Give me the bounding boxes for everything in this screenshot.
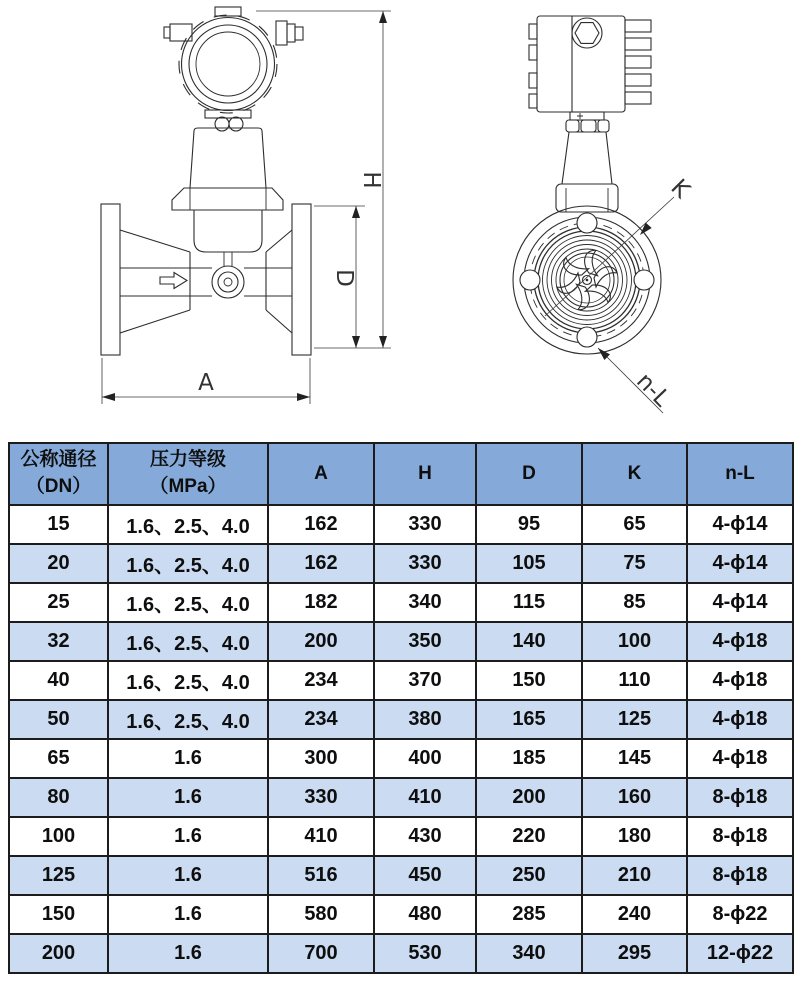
cell-pressure: 1.6: [108, 778, 268, 817]
cell-a: 700: [268, 934, 374, 973]
col-header-a: [268, 443, 374, 505]
cell-pressure: 1.6: [108, 895, 268, 934]
dim-arrow: [352, 206, 360, 218]
meter-body: [120, 210, 292, 333]
cell-h: 330: [374, 505, 476, 544]
cell-k: 125: [582, 700, 687, 739]
dim-label-d: D: [331, 269, 357, 287]
cell-dn: 65: [9, 739, 108, 778]
leader-arrow: [640, 223, 652, 235]
cell-d: 150: [476, 661, 582, 700]
cell-d: 185: [476, 739, 582, 778]
header-line: K: [627, 462, 642, 484]
table-row: [9, 661, 793, 700]
cell-d: 165: [476, 700, 582, 739]
table-row: [9, 856, 793, 895]
cell-h: 340: [374, 583, 476, 622]
header-line: （DN）: [25, 476, 92, 497]
cell-pressure: 1.6、2.5、4.0: [108, 661, 268, 700]
cell-dn: 125: [9, 856, 108, 895]
cell-n-l: 8-ϕ18: [687, 856, 793, 895]
table-row: [9, 934, 793, 973]
cell-k: 65: [582, 505, 687, 544]
cell-a: 162: [268, 544, 374, 583]
cell-pressure: 1.6、2.5、4.0: [108, 544, 268, 583]
cell-k: 240: [582, 895, 687, 934]
cell-pressure: 1.6、2.5、4.0: [108, 622, 268, 661]
cell-d: 200: [476, 778, 582, 817]
cell-d: 105: [476, 544, 582, 583]
cell-d: 115: [476, 583, 582, 622]
technical-drawing: [0, 0, 800, 438]
header-line: H: [418, 462, 432, 484]
table-row: [9, 544, 793, 583]
table-row: [9, 895, 793, 934]
cell-k: 110: [582, 661, 687, 700]
flowmeter-dimension-drawing: [0, 0, 800, 438]
cell-a: 580: [268, 895, 374, 934]
cell-h: 480: [374, 895, 476, 934]
cell-k: 100: [582, 622, 687, 661]
cell-k: 85: [582, 583, 687, 622]
cell-n-l: 8-ϕ18: [687, 778, 793, 817]
flow-arrow-icon: [160, 273, 187, 289]
cell-pressure: 1.6: [108, 817, 268, 856]
cell-h: 450: [374, 856, 476, 895]
col-header-h: [374, 443, 476, 505]
cell-a: 330: [268, 778, 374, 817]
col-header-dn: [9, 443, 108, 505]
cell-h: 380: [374, 700, 476, 739]
left-flange: [101, 204, 120, 355]
cell-h: 430: [374, 817, 476, 856]
dim-arrow: [379, 336, 387, 348]
cell-dn: 40: [9, 661, 108, 700]
cell-h: 330: [374, 544, 476, 583]
cell-d: 285: [476, 895, 582, 934]
col-header-n-l: [687, 443, 793, 505]
cell-dn: 15: [9, 505, 108, 544]
header-line: n-L: [725, 462, 755, 484]
dim-arrow: [102, 393, 115, 401]
cell-pressure: 1.6: [108, 856, 268, 895]
header-line: 压力等级: [149, 449, 226, 471]
col-header-d: [476, 443, 582, 505]
cell-k: 145: [582, 739, 687, 778]
table-row: [9, 817, 793, 856]
cell-dn: 200: [9, 934, 108, 973]
cell-k: 75: [582, 544, 687, 583]
header-line: （MPa）: [149, 476, 227, 497]
cell-a: 162: [268, 505, 374, 544]
cell-a: 182: [268, 583, 374, 622]
cell-n-l: 8-ϕ22: [687, 895, 793, 934]
cell-dn: 20: [9, 544, 108, 583]
cell-a: 200: [268, 622, 374, 661]
table-row: [9, 505, 793, 544]
cell-n-l: 4-ϕ18: [687, 622, 793, 661]
cell-h: 410: [374, 778, 476, 817]
right-flange: [292, 204, 311, 355]
cell-a: 516: [268, 856, 374, 895]
table-row: [9, 622, 793, 661]
cell-dn: 100: [9, 817, 108, 856]
cell-h: 530: [374, 934, 476, 973]
cell-n-l: 4-ϕ18: [687, 661, 793, 700]
cell-k: 180: [582, 817, 687, 856]
front-view-dimensions: [102, 11, 391, 404]
cell-n-l: 8-ϕ18: [687, 817, 793, 856]
dim-label-n-l: n-L: [631, 368, 675, 412]
cell-n-l: 4-ϕ18: [687, 739, 793, 778]
side-view: [513, 16, 661, 354]
cell-k: 160: [582, 778, 687, 817]
cell-pressure: 1.6、2.5、4.0: [108, 505, 268, 544]
dim-arrow: [297, 393, 310, 401]
cell-dn: 25: [9, 583, 108, 622]
cell-pressure: 1.6、2.5、4.0: [108, 583, 268, 622]
dim-label-a: A: [198, 370, 214, 396]
cell-d: 250: [476, 856, 582, 895]
cell-a: 410: [268, 817, 374, 856]
cell-pressure: 1.6: [108, 934, 268, 973]
dim-arrow: [352, 336, 360, 348]
cell-n-l: 4-ϕ14: [687, 544, 793, 583]
cell-h: 400: [374, 739, 476, 778]
cell-n-l: 4-ϕ14: [687, 583, 793, 622]
table-header-row: [9, 443, 793, 505]
col-header-k: [582, 443, 687, 505]
meter-neck: [172, 110, 283, 210]
cell-h: 370: [374, 661, 476, 700]
cell-dn: 50: [9, 700, 108, 739]
cell-h: 350: [374, 622, 476, 661]
dim-label-k: K: [665, 174, 695, 204]
cell-dn: 32: [9, 622, 108, 661]
cell-pressure: 1.6: [108, 739, 268, 778]
col-header-pressure: [108, 443, 268, 505]
cell-d: 140: [476, 622, 582, 661]
cell-n-l: 4-ϕ18: [687, 700, 793, 739]
cell-pressure: 1.6、2.5、4.0: [108, 700, 268, 739]
transmitter-head: [164, 7, 303, 113]
dimension-spec-table: [8, 442, 794, 974]
table-row: [9, 583, 793, 622]
header-line: 公称通径: [20, 449, 97, 471]
cell-a: 234: [268, 661, 374, 700]
header-line: A: [314, 462, 328, 484]
cell-k: 210: [582, 856, 687, 895]
cell-a: 300: [268, 739, 374, 778]
cell-dn: 150: [9, 895, 108, 934]
dim-label-h: H: [358, 171, 384, 189]
cell-a: 234: [268, 700, 374, 739]
side-neck: [556, 112, 618, 212]
cell-d: 340: [476, 934, 582, 973]
header-line: D: [522, 462, 536, 484]
cell-n-l: 12-ϕ22: [687, 934, 793, 973]
cell-dn: 80: [9, 778, 108, 817]
table-row: [9, 778, 793, 817]
cell-d: 220: [476, 817, 582, 856]
cell-n-l: 4-ϕ14: [687, 505, 793, 544]
table-row: [9, 700, 793, 739]
cell-k: 295: [582, 934, 687, 973]
dim-arrow: [379, 11, 387, 23]
table-row: [9, 739, 793, 778]
cell-d: 95: [476, 505, 582, 544]
front-view: [101, 7, 311, 355]
side-housing: [529, 16, 651, 112]
